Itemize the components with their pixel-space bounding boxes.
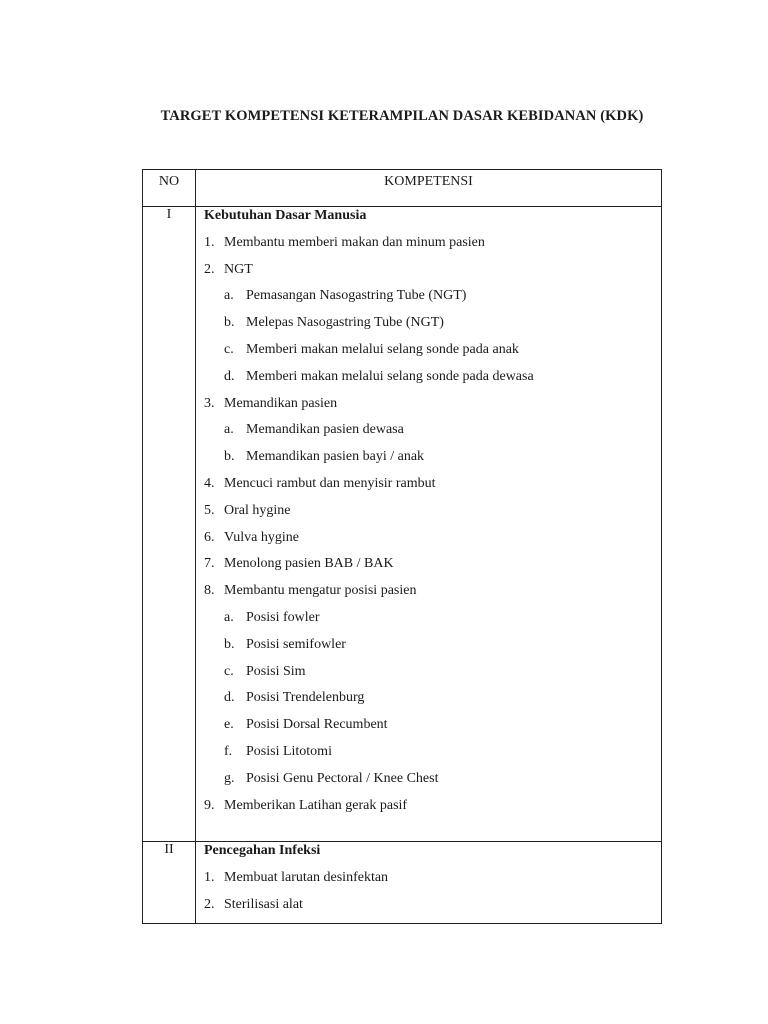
subitem-text: Melepas Nasogastring Tube (NGT) — [246, 315, 444, 331]
list-item — [196, 663, 661, 690]
item-number: 5. — [204, 502, 215, 518]
list-item — [196, 475, 661, 502]
item-text: Memberikan Latihan gerak pasif — [224, 797, 408, 813]
item-number: 1. — [204, 870, 215, 886]
subitem-letter: a. — [224, 288, 234, 304]
subitem-letter: c. — [224, 341, 234, 357]
table-row — [143, 207, 662, 842]
list-item — [196, 716, 661, 743]
item-text: NGT — [224, 261, 253, 277]
header-kompetensi — [196, 170, 662, 207]
list-item — [196, 368, 661, 395]
item-text: Sterilisasi alat — [224, 896, 303, 912]
list-item — [196, 689, 661, 716]
item-text: Menolong pasien BAB / BAK — [224, 556, 394, 572]
list-item — [196, 314, 661, 341]
list-item — [196, 341, 661, 368]
subitem-text: Memberi makan melalui selang sonde pada anak — [246, 341, 519, 357]
subitem-text: Memandikan pasien bayi / anak — [246, 449, 425, 465]
section-heading: Pencegahan Infeksi — [204, 843, 321, 859]
list-item — [196, 261, 661, 288]
list-item — [196, 234, 661, 261]
list-item — [196, 869, 661, 896]
item-text: Vulva hygine — [224, 529, 299, 545]
list-item — [196, 287, 661, 314]
subitem-text: Posisi Trendelenburg — [246, 690, 365, 706]
section-number: I — [143, 207, 196, 842]
item-number: 8. — [204, 583, 215, 599]
subitem-text: Posisi semifowler — [246, 636, 346, 652]
subitem-letter: c. — [224, 663, 234, 679]
table-row — [143, 842, 662, 923]
list-item — [196, 448, 661, 475]
subitem-letter: a. — [224, 609, 234, 625]
subitem-letter: b. — [224, 636, 235, 652]
list-item — [196, 529, 661, 556]
document-title: TARGET KOMPETENSI KETERAMPILAN DASAR KEBIDANAN (KDK) — [160, 108, 644, 124]
list-item — [196, 421, 661, 448]
subitem-text: Memberi makan melalui selang sonde pada dewasa — [246, 368, 534, 384]
section-content — [196, 207, 662, 842]
subitem-letter: d. — [224, 690, 235, 706]
item-number: 1. — [204, 234, 215, 250]
subitem-letter: d. — [224, 368, 235, 384]
item-number: 9. — [204, 797, 215, 813]
list-item — [196, 896, 661, 923]
subitem-letter: g. — [224, 770, 235, 786]
section-content — [196, 842, 662, 923]
item-text: Membuat larutan desinfektan — [224, 870, 389, 886]
item-number: 2. — [204, 896, 215, 912]
item-number: 4. — [204, 475, 215, 491]
subitem-text: Posisi Dorsal Recumbent — [246, 717, 388, 733]
item-text: Membantu memberi makan dan minum pasien — [224, 234, 485, 250]
subitem-letter: a. — [224, 422, 234, 438]
list-item — [196, 770, 661, 797]
list-item — [196, 797, 661, 824]
subitem-text: Posisi Sim — [246, 663, 306, 679]
subitem-letter: f. — [224, 743, 233, 759]
subitem-text: Posisi Litotomi — [246, 743, 332, 759]
list-item — [196, 502, 661, 529]
subitem-text: Posisi fowler — [246, 609, 320, 625]
header-kompetensi-label: KOMPETENSI — [384, 174, 473, 189]
table-header-row — [143, 170, 662, 207]
header-no — [143, 170, 196, 207]
subitem-text: Pemasangan Nasogastring Tube (NGT) — [246, 288, 467, 304]
list-item — [196, 582, 661, 609]
item-text: Membantu mengatur posisi pasien — [224, 583, 417, 599]
section-number: II — [143, 842, 196, 923]
item-text: Mencuci rambut dan menyisir rambut — [224, 475, 436, 491]
subitem-letter: b. — [224, 449, 235, 465]
list-item — [196, 555, 661, 582]
list-item — [196, 743, 661, 770]
item-number: 6. — [204, 529, 215, 545]
item-text: Oral hygine — [224, 502, 291, 518]
list-item — [196, 395, 661, 422]
section-heading: Kebutuhan Dasar Manusia — [204, 208, 367, 223]
subitem-text: Memandikan pasien dewasa — [246, 422, 404, 438]
item-text: Memandikan pasien — [224, 395, 338, 411]
subitem-letter: b. — [224, 315, 235, 331]
header-no-label: NO — [158, 174, 180, 189]
item-number: 2. — [204, 261, 215, 277]
list-item — [196, 609, 661, 636]
subitem-letter: e. — [224, 717, 234, 733]
item-number: 7. — [204, 556, 215, 572]
subitem-text: Posisi Genu Pectoral / Knee Chest — [246, 770, 439, 786]
item-number: 3. — [204, 395, 215, 411]
competency-table — [142, 169, 662, 924]
list-item — [196, 636, 661, 663]
